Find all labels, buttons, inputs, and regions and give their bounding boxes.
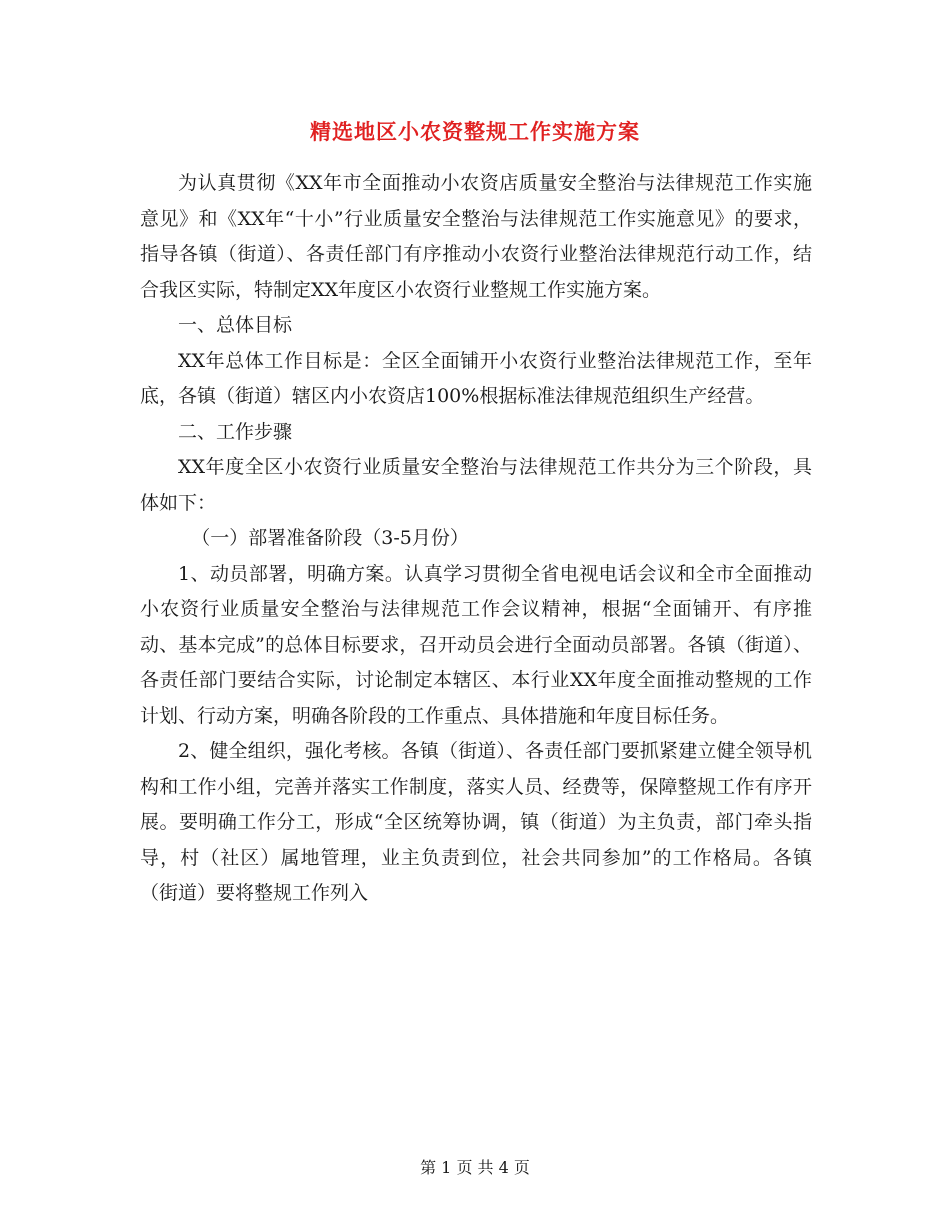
overall-goal-paragraph: XX年总体工作目标是：全区全面铺开小农资行业整治法律规范工作，至年底，各镇（街道）辖区内小农资店100%根据标准法律规范组织生产经营。 <box>140 349 812 407</box>
footer-middle: 页 共 <box>456 1158 494 1177</box>
document-body <box>140 166 812 912</box>
footer-page-number: 1 <box>441 1158 452 1177</box>
footer-total-pages: 4 <box>498 1158 509 1177</box>
subsection-heading-preparation: （一）部署准备阶段（3-5月份） <box>191 527 469 549</box>
document-title: 精选地区小农资整规工作实施方案 <box>310 119 640 144</box>
footer-suffix: 页 <box>513 1158 530 1177</box>
section-heading-work-steps: 二、工作步骤 <box>178 420 293 443</box>
step-2-paragraph: 2、健全组织，强化考核。各镇（街道）、各责任部门要抓紧建立健全领导机构和工作小组，完善并落实工作制度，落实人员、经费等，保障整规工作有序开展。要明确工作分工，形成“全区统筹协调，镇（街道）为主负责，部门牵头指导，村（社区）属地管理，业主负责到位，社会共同参加”的工作格局。各镇（街道）要将整规工作列入 <box>140 740 812 904</box>
intro-paragraph: 为认真贯彻《XX年市全面推动小农资店质量安全整治与法律规范工作实施意见》和《XX年“十小”行业质量安全整治与法律规范工作实施意见》的要求，指导各镇（街道）、各责任部门有序推动小农资行业整治法律规范行动工作，结合我区实际，特制定XX年度区小农资行业整规工作实施方案。 <box>140 172 812 301</box>
step-1-paragraph: 1、动员部署，明确方案。认真学习贯彻全省电视电话会议和全市全面推动小农资行业质量安全整治与法律规范工作会议精神，根据“全面铺开、有序推动、基本完成”的总体目标要求，召开动员会进行全面动员部署。各镇（街道）、各责任部门要结合实际，讨论制定本辖区、本行业XX年度全面推动整规的工作计划、行动方案，明确各阶段的工作重点、具体措施和年度目标任务。 <box>140 562 812 727</box>
work-steps-paragraph: XX年度全区小农资行业质量安全整治与法律规范工作共分为三个阶段，具体如下： <box>140 456 812 514</box>
page-footer <box>0 1155 950 1178</box>
section-heading-overall-goal: 一、总体目标 <box>178 314 293 336</box>
footer-prefix: 第 <box>420 1158 437 1177</box>
